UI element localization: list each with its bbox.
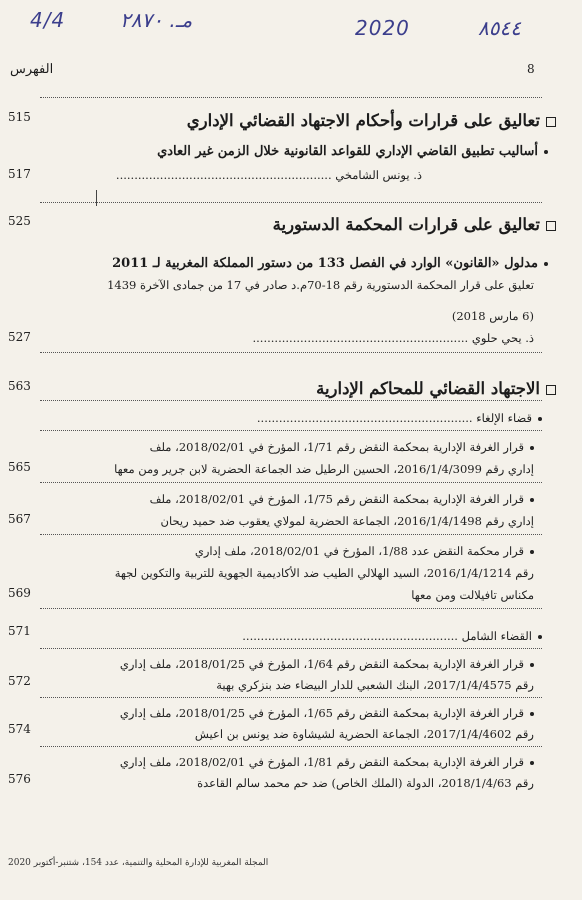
checkbox-square-icon [546, 117, 556, 127]
checkbox-square-icon [546, 385, 556, 395]
entry-line: رقم 2018/1/4/63، الدولة (الملك الخاص) ضد حم محمد سالم القاعدة [197, 776, 534, 790]
section-title-1: تعاليق على قرارات وأحكام الاجتهاد القضائي الإداري [86, 111, 556, 130]
bullet-icon [530, 761, 534, 765]
entry-page: 576 [8, 772, 31, 786]
checkbox-square-icon [546, 221, 556, 231]
entry-line: رقم 2017/1/4/4602، الجماعة الحضرية لشيشاوة ضد يونس بن اعيش [194, 727, 534, 741]
handwritten-note-mid: ۲۸۷۰ .مـ [120, 8, 193, 32]
entry-line: قرار الغرفة الإدارية بمحكمة النقض رقم 1/71، المؤرخ في 2018/02/01، ملف [29, 438, 534, 456]
item-page: 517 [8, 167, 31, 181]
entry-line: إداري رقم 2016/1/4/1498، الجماعة الحضرية لمولاي يعقوب ضد حميد ريحان [160, 514, 534, 528]
handwritten-note-left: 4/4 [30, 8, 66, 32]
category-title: قضاء الإلغاء ........................................................... [242, 411, 542, 425]
entry-line: قرار محكمة النقض عدد 1/88، المؤرخ في 2018/02/01، ملف إداري [29, 542, 534, 560]
list-item: مدلول «القانون» الوارد في الفصل 133 من دستور المملكة المغربية لـ 2011 [28, 254, 548, 273]
entry-line: قرار الغرفة الإدارية بمحكمة النقض رقم 1/75، المؤرخ في 2018/02/01، ملف [29, 490, 534, 508]
bullet-icon [538, 417, 542, 421]
item-subline: تعليق على قرار المحكمة الدستورية رقم 18-70م.د صادر في 17 من جمادى الآخرة 1439 [107, 278, 534, 292]
list-item: أساليب تطبيق القاضي الإداري للقواعد القانونية خلال الزمن غير العادي [28, 142, 548, 161]
item-subline: (6 مارس 2018) [451, 309, 534, 323]
section-divider [40, 648, 542, 649]
entry-line: قرار الغرفة الإدارية بمحكمة النقض رقم 1/81، المؤرخ في 2018/02/01، ملف إداري [29, 753, 534, 771]
section-divider [40, 400, 542, 401]
category-page: 571 [8, 624, 31, 638]
author-name: ذ. يونس الشامخي ........................................................... [115, 168, 422, 182]
bullet-icon [544, 150, 548, 154]
entry-line: رقم 2017/1/4/4575، البنك الشعبي للدار البيضاء ضد بنزكري بهية [216, 678, 534, 692]
section-divider [40, 430, 542, 431]
page-header-title: الفهرس [10, 62, 54, 77]
section-page-2: 525 [8, 214, 31, 228]
bullet-icon [530, 446, 534, 450]
bullet-icon [530, 550, 534, 554]
page-footer: المجلة المغربية للإدارة المحلية والتنمية، عدد 154، شتنبر-أكتوبر 2020 [8, 858, 269, 868]
section-divider [40, 97, 542, 98]
entry-line: قرار الغرفة الإدارية بمحكمة النقض رقم 1/64، المؤرخ في 2018/01/25، ملف إداري [29, 655, 534, 673]
bullet-icon [530, 498, 534, 502]
section-divider [40, 608, 542, 609]
section-divider [40, 482, 542, 483]
section-divider [40, 534, 542, 535]
section-divider [40, 697, 542, 698]
handwritten-note-year: 2020 [355, 16, 410, 40]
entry-page: 567 [8, 512, 31, 526]
section-page-1: 515 [8, 110, 31, 124]
bullet-icon [544, 262, 548, 266]
section-divider [40, 352, 542, 353]
scan-mark [96, 190, 97, 206]
entry-line: مكناس تافيلالت ومن معها [411, 588, 534, 602]
section-divider [40, 746, 542, 747]
section-title-2: تعاليق على قرارات المحكمة الدستورية [86, 215, 556, 234]
entry-line: قرار الغرفة الإدارية بمحكمة النقض رقم 1/65، المؤرخ في 2018/01/25، ملف إداري [29, 704, 534, 722]
entry-line: رقم 2016/1/4/1214، السيد الهلالي الطيب ضد الأكاديمية الجهوية للتربية والتكوين لجهة [114, 566, 534, 580]
entry-page: 569 [8, 586, 31, 600]
author-name: ذ. يحي حلوي ........................................................... [252, 331, 534, 345]
section-divider [40, 202, 542, 203]
entry-line: إداري رقم 2016/1/4/3099، الحسين الرطيل ضد الجماعة الحضرية لابن جرير ومن معها [114, 462, 534, 476]
handwritten-note-right: ٨٥٤٤ [478, 16, 521, 40]
bullet-icon [538, 635, 542, 639]
bullet-icon [530, 712, 534, 716]
category-title: القضاء الشامل ........................................................... [242, 629, 542, 643]
item-page: 527 [8, 330, 31, 344]
entry-page: 574 [8, 722, 31, 736]
entry-page: 565 [8, 460, 31, 474]
section-title-3: الاجتهاد القضائي للمحاكم الإدارية [86, 379, 556, 398]
entry-page: 572 [8, 674, 31, 688]
page-number: 8 [527, 62, 535, 76]
section-page-3: 563 [8, 379, 31, 393]
bullet-icon [530, 663, 534, 667]
